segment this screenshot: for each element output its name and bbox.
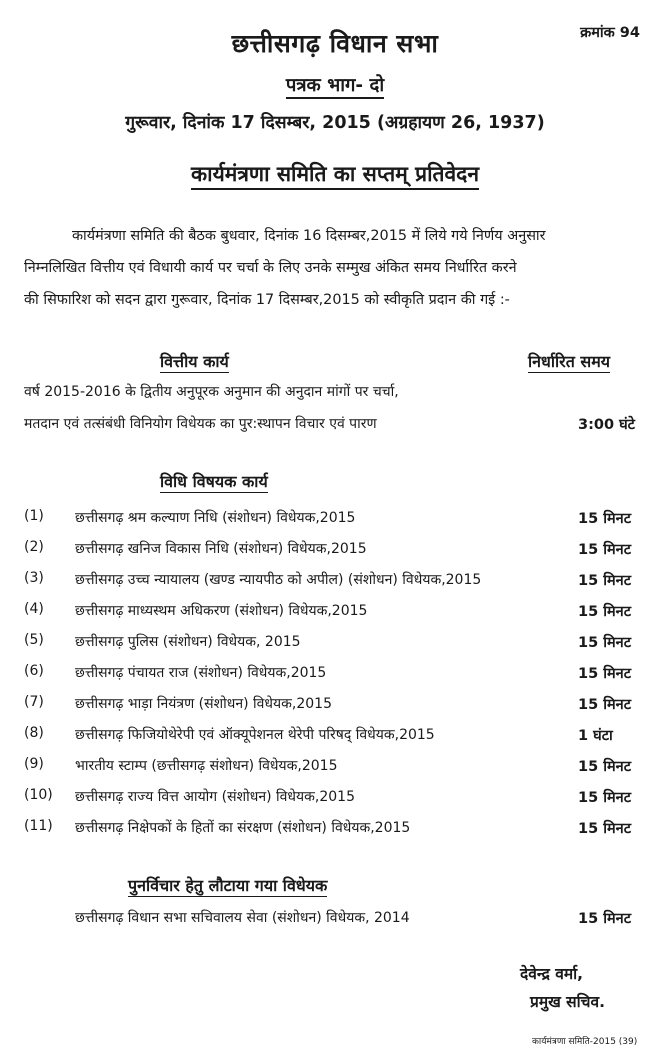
intro-line-1: कार्यमंत्रणा समिति की बैठक बुधवार, दिनांक 16 दिसम्बर,2015 में लिये गये निर्णय अनुसार xyxy=(72,228,546,244)
financial-line-1: वर्ष 2015-2016 के द्वितीय अनुपूरक अनुमान की अनुदान मांगों पर चर्चा, xyxy=(24,384,399,400)
item-time: 15 मिनट xyxy=(578,697,632,713)
item-text: छत्तीसगढ़ राज्य वित्त आयोग (संशोधन) विधेयक,2015 xyxy=(75,789,355,805)
item-text: भारतीय स्टाम्प (छत्तीसगढ़ संशोधन) विधेयक,2015 xyxy=(75,758,338,774)
reconsideration-time: 15 मिनट xyxy=(578,911,632,927)
item-text: छत्तीसगढ़ पंचायत राज (संशोधन) विधेयक,2015 xyxy=(75,665,327,681)
item-text: छत्तीसगढ़ श्रम कल्याण निधि (संशोधन) विधेयक,2015 xyxy=(75,510,356,526)
item-text: छत्तीसगढ़ फिजियोथेरेपी एवं ऑक्यूपेशनल थेरेपी परिषद् विधेयक,2015 xyxy=(75,727,435,743)
reconsideration-heading xyxy=(128,874,327,896)
assembly-title: छत्तीसगढ़ विधान सभा xyxy=(231,29,439,58)
item-text: छत्तीसगढ़ माध्यस्थम अधिकरण (संशोधन) विधेयक,2015 xyxy=(75,603,368,619)
legislative-heading xyxy=(160,470,268,492)
financial-time: 3:00 घंटे xyxy=(578,417,635,433)
footer-reference: कार्यमंत्रणा समिति-2015 (39) xyxy=(532,1037,638,1047)
report-title xyxy=(0,160,670,188)
financial-heading-text: वित्तीय कार्य xyxy=(160,352,229,371)
item-text: छत्तीसगढ़ भाड़ा नियंत्रण (संशोधन) विधेयक,2015 xyxy=(75,696,332,712)
part-title-text: पत्रक भाग- दो xyxy=(286,75,384,99)
signatory-designation: प्रमुख सचिव. xyxy=(530,993,606,1011)
item-time: 15 मिनट xyxy=(578,542,632,558)
item-number: (4) xyxy=(24,601,44,617)
item-number: (5) xyxy=(24,632,44,648)
time-heading xyxy=(528,350,610,372)
part-title xyxy=(0,72,670,97)
item-number: (10) xyxy=(24,787,53,803)
intro-line-2: निम्नलिखित वित्तीय एवं विधायी कार्य पर चर्चा के लिए उनके सम्मुख अंकित समय निर्धारित करने xyxy=(24,260,517,276)
item-number: (2) xyxy=(24,539,44,555)
report-title-text: कार्यमंत्रणा समिति का सप्तम् प्रतिवेदन xyxy=(191,162,479,190)
item-time: 1 घंटा xyxy=(578,728,613,744)
item-number: (11) xyxy=(24,818,53,834)
item-time: 15 मिनट xyxy=(578,666,632,682)
item-time: 15 मिनट xyxy=(578,573,632,589)
financial-line-2: मतदान एवं तत्संबंधी विनियोग विधेयक का पुर:स्थापन विचार एवं पारण xyxy=(24,416,377,432)
item-number: (3) xyxy=(24,570,44,586)
item-time: 15 मिनट xyxy=(578,604,632,620)
item-number: (7) xyxy=(24,694,44,710)
financial-heading xyxy=(160,350,229,372)
serial-number: क्रमांक 94 xyxy=(580,25,640,41)
item-time: 15 मिनट xyxy=(578,821,632,837)
item-time: 15 मिनट xyxy=(578,635,632,651)
item-time: 15 मिनट xyxy=(578,511,632,527)
item-text: छत्तीसगढ़ निक्षेपकों के हितों का संरक्षण (संशोधन) विधेयक,2015 xyxy=(75,820,411,836)
reconsideration-item: छत्तीसगढ़ विधान सभा सचिवालय सेवा (संशोधन) विधेयक, 2014 xyxy=(75,910,410,926)
item-text: छत्तीसगढ़ खनिज विकास निधि (संशोधन) विधेयक,2015 xyxy=(75,541,367,557)
reconsideration-heading-text: पुनर्विचार हेतु लौटाया गया विधेयक xyxy=(128,876,328,895)
item-time: 15 मिनट xyxy=(578,759,632,775)
date-line: गुरूवार, दिनांक 17 दिसम्बर, 2015 (अग्रहायण 26, 1937) xyxy=(125,113,545,133)
legislative-heading-text: विधि विषयक कार्य xyxy=(160,472,268,491)
item-time: 15 मिनट xyxy=(578,790,632,806)
item-text: छत्तीसगढ़ पुलिस (संशोधन) विधेयक, 2015 xyxy=(75,634,301,650)
item-number: (6) xyxy=(24,663,44,679)
time-heading-text: निर्धारित समय xyxy=(528,352,611,371)
item-number: (9) xyxy=(24,756,44,772)
item-number: (1) xyxy=(24,508,44,524)
signatory-name: देवेन्द्र वर्मा, xyxy=(520,965,584,983)
item-text: छत्तीसगढ़ उच्च न्यायालय (खण्ड न्यायपीठ को अपील) (संशोधन) विधेयक,2015 xyxy=(75,572,482,588)
item-number: (8) xyxy=(24,725,44,741)
intro-line-3: की सिफारिश को सदन द्वारा गुरूवार, दिनांक 17 दिसम्बर,2015 को स्वीकृति प्रदान की गई :- xyxy=(24,292,510,308)
